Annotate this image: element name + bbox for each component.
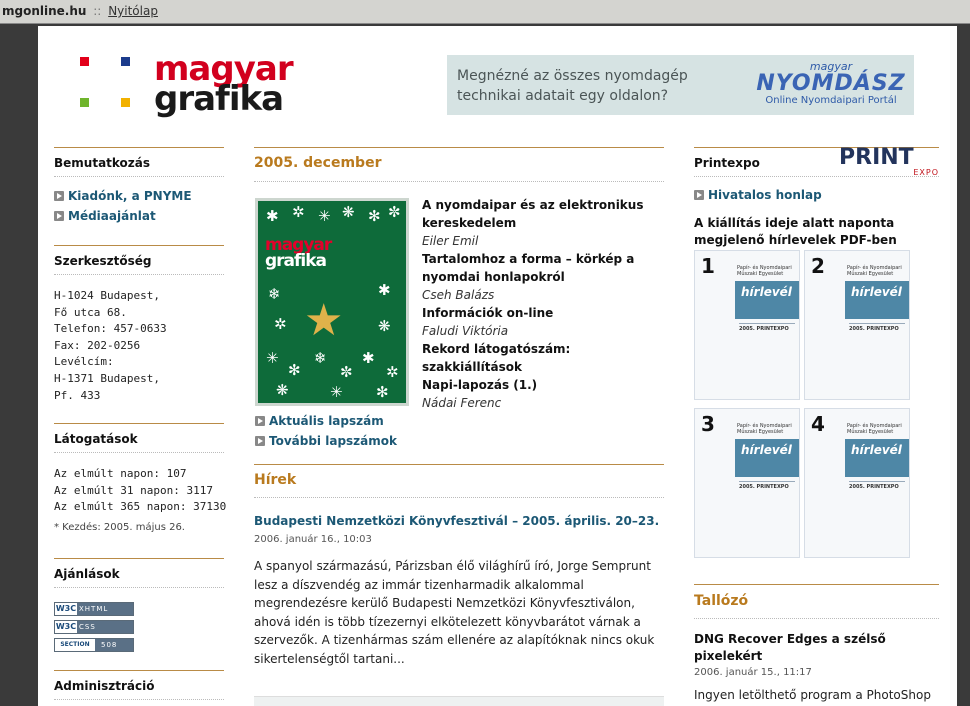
media-offer-link[interactable] <box>54 209 156 223</box>
printexpo-logo[interactable] <box>839 147 939 179</box>
current-issue-label: Aktuális lapszám <box>269 414 384 428</box>
newsletter-label: 2005. PRINTEXPO <box>739 484 789 490</box>
newsletter-header-line: Műszaki Egyesület <box>847 429 894 435</box>
address-line: Levélcím: <box>54 355 114 369</box>
w3c-css-badge[interactable] <box>54 620 134 634</box>
logo-word-grafika: grafika <box>154 79 284 119</box>
w3c-xhtml-badge[interactable] <box>54 602 134 616</box>
newsletter-header-line: Műszaki Egyesület <box>737 271 784 277</box>
newsletter-header-line: Papír- és Nyomdaipari <box>847 265 902 271</box>
snowflake-icon: ❋ <box>342 203 355 221</box>
newsletter-header-line: Papír- és Nyomdaipari <box>737 423 792 429</box>
newsletter-2-thumbnail[interactable] <box>804 250 910 400</box>
printexpo-logo-sub: EXPO <box>913 168 939 177</box>
visit-stat: Az elmúlt 31 napon: 3117 <box>54 483 213 497</box>
magyar-grafika-logo[interactable] <box>78 49 308 124</box>
toc-title[interactable]: Tartalomhoz a forma – körkép a nyomdai honlapokról <box>422 252 635 284</box>
toc-title[interactable]: Rekord látogatószám: szakkiállítások <box>422 342 571 374</box>
badge-left-text: W3C <box>55 604 77 613</box>
newsletter-1-thumbnail[interactable] <box>694 250 800 400</box>
snowflake-icon: ✲ <box>274 315 287 333</box>
breadcrumb-separator: :: <box>93 4 102 18</box>
newsletter-lines <box>849 323 905 363</box>
toc-title[interactable]: A nyomdaipar és az elektronikus kereskedelem <box>422 198 644 230</box>
tallozo-date: 2006. január 15., 11:17 <box>694 667 812 678</box>
toc-author: Faludi Viktória <box>422 324 509 338</box>
newsletter-header-line: Műszaki Egyesület <box>847 271 894 277</box>
nyomdasz-banner[interactable] <box>447 55 914 115</box>
banner-line-2: technikai adatait egy oldalon? <box>457 88 669 104</box>
visit-stat: Az elmúlt napon: 107 <box>54 467 187 480</box>
cover-word-grafika: grafika <box>265 251 327 271</box>
cover-word-magyar: magyar <box>265 235 332 255</box>
snowflake-icon: ✻ <box>376 383 389 401</box>
news-title-link[interactable]: Budapesti Nemzetközi Könyvfesztivál – 2005. április. 20–23. <box>254 514 660 528</box>
newsletter-word: hírlevél <box>851 285 902 299</box>
current-issue-link[interactable] <box>255 414 384 428</box>
snowflake-icon: ✲ <box>292 203 305 221</box>
visit-note: * Kezdés: 2005. május 26. <box>54 522 185 533</box>
tallozo-body: Ingyen letölthető program a PhotoShop <box>694 688 931 702</box>
divider <box>54 699 224 700</box>
snowflake-icon: ❋ <box>276 381 289 399</box>
newsletter-header <box>847 265 902 277</box>
arrow-right-icon <box>54 211 64 221</box>
logo-square-yellow <box>121 98 130 107</box>
news-body: A spanyol származású, Párizsban élő világhírű író, Jorge Semprunt lesz a díszvendég az immár tizenharmadik alkalommal megrendezésre kerülő Budapesti Nemzetközi Könyvfesztiválon, ahová idén is több tízezernyi elkötelezett könyvbarátot várnak a szervezők. A tizenhármas szám ellenére az alapítóknak nincs okuk sikertelenségtől tartani... <box>254 559 655 666</box>
news-footer-bar <box>254 696 664 706</box>
newsletter-header-line: Papír- és Nyomdaipari <box>847 423 902 429</box>
toc-title[interactable]: Napi-lapozás (1.) <box>422 378 538 392</box>
newsletter-lines <box>849 481 905 521</box>
divider <box>54 274 224 275</box>
editorial-address <box>54 288 167 404</box>
banner-line-1: Megnézné az összes nyomdagép <box>457 68 688 84</box>
address-line: Pf. 433 <box>54 388 101 402</box>
address-line: Fax: 202-0256 <box>54 338 141 352</box>
snowflake-icon: ✱ <box>362 349 375 367</box>
newsletter-header-line: Papír- és Nyomdaipari <box>737 265 792 271</box>
media-offer-link-label: Médiaajánlat <box>68 209 156 223</box>
site-name: mgonline.hu <box>2 4 87 18</box>
publisher-link-label: Kiadónk, a PNYME <box>68 189 192 203</box>
newsletter-lines <box>739 323 795 363</box>
snowflake-icon: ✳ <box>318 207 331 225</box>
snowflake-icon: ✼ <box>388 203 401 221</box>
divider <box>254 497 664 498</box>
snowflake-icon: ✱ <box>266 207 279 225</box>
logo-square-red <box>80 57 89 66</box>
official-site-label: Hivatalos honlap <box>708 188 822 202</box>
newsletter-header <box>737 265 792 277</box>
top-bar <box>0 0 970 24</box>
intro-heading: Bemutatkozás <box>54 147 224 170</box>
snowflake-icon: ❄ <box>268 285 281 303</box>
section-508-badge[interactable] <box>54 638 134 652</box>
divider <box>254 181 664 182</box>
newsletter-label: 2005. PRINTEXPO <box>849 484 899 490</box>
logo-word-magyar: magyar <box>154 49 293 89</box>
banner-text <box>457 66 688 106</box>
news-heading: Hírek <box>254 464 664 488</box>
snowflake-icon: ✳ <box>330 383 343 401</box>
issue-table-of-contents <box>422 196 662 412</box>
address-line: Telefon: 457-0633 <box>54 322 167 336</box>
badge-right-text: XHTML <box>79 605 109 613</box>
badge-right-text: 508 <box>101 641 118 649</box>
nyomdasz-logo <box>751 61 911 111</box>
address-line: Fő utca 68. <box>54 305 127 319</box>
nyomdasz-logo-main: NYOMDÁSZ <box>756 71 906 96</box>
snowflake-icon: ✻ <box>368 207 381 225</box>
newsletter-number: 3 <box>701 412 715 436</box>
divider <box>694 618 939 619</box>
nyomdasz-logo-sub: Online Nyomdaipari Portál <box>765 95 897 106</box>
logo-square-blue <box>121 57 130 66</box>
nyomdasz-logo-top: magyar <box>809 60 853 73</box>
newsletter-word: hírlevél <box>741 443 792 457</box>
page <box>38 26 957 706</box>
logo-square-green <box>80 98 89 107</box>
news-date: 2006. január 16., 10:03 <box>254 534 372 545</box>
visit-stat: Az elmúlt 365 napon: 37130 <box>54 500 227 514</box>
toc-author: Eiler Emil <box>422 234 479 248</box>
newsletter-label: 2005. PRINTEXPO <box>849 326 899 332</box>
newsletter-number: 4 <box>811 412 825 436</box>
newsletter-header <box>737 423 792 435</box>
newsletter-lines <box>739 481 795 521</box>
divider <box>54 587 224 588</box>
tallozo-title-link[interactable]: DNG Recover Edges a szélső pixelekért <box>694 632 886 663</box>
home-link[interactable]: Nyitólap <box>108 4 158 18</box>
divider <box>54 176 224 177</box>
visit-stats <box>54 466 226 516</box>
snowflake-icon: ✳ <box>266 349 279 367</box>
newsletter-header-line: Műszaki Egyesület <box>737 429 784 435</box>
newsletter-4-thumbnail[interactable] <box>804 408 910 558</box>
arrow-right-icon <box>54 191 64 201</box>
more-issues-label: További lapszámok <box>269 434 397 448</box>
newsletter-header <box>847 423 902 435</box>
official-site-link[interactable] <box>694 188 822 202</box>
toc-author: Cseh Balázs <box>422 288 495 302</box>
arrow-right-icon <box>694 190 704 200</box>
arrow-right-icon <box>255 416 265 426</box>
recommend-heading: Ajánlások <box>54 558 224 581</box>
toc-title[interactable]: Információk on-line <box>422 306 554 320</box>
divider <box>54 452 224 453</box>
visits-heading: Látogatások <box>54 423 224 446</box>
snowflake-icon: ✼ <box>340 363 353 381</box>
snowflake-icon: ✲ <box>386 363 399 381</box>
newsletter-number: 2 <box>811 254 825 278</box>
printexpo-heading: Printexpo <box>694 147 939 170</box>
badge-right-text: CSS <box>79 623 96 631</box>
newsletter-word: hírlevél <box>851 443 902 457</box>
admin-heading: Adminisztráció <box>54 670 224 693</box>
publisher-link[interactable] <box>54 189 192 203</box>
address-line: H-1024 Budapest, <box>54 289 160 302</box>
snowflake-icon: ❄ <box>314 349 327 367</box>
tallozo-heading: Tallózó <box>694 584 939 609</box>
toc-author: Nádai Ferenc <box>422 396 502 410</box>
divider <box>694 176 939 177</box>
arrow-right-icon <box>255 436 265 446</box>
issue-cover-image[interactable] <box>255 198 409 406</box>
editorial-heading: Szerkesztőség <box>54 245 224 268</box>
newsletter-number: 1 <box>701 254 715 278</box>
newsletter-3-thumbnail[interactable] <box>694 408 800 558</box>
snowflake-icon: ❋ <box>378 317 391 335</box>
badge-left-text: SECTION <box>55 639 95 651</box>
address-line: H-1371 Budapest, <box>54 371 160 385</box>
newsletter-label: 2005. PRINTEXPO <box>739 326 789 332</box>
printexpo-logo-main: PRINT <box>839 145 914 170</box>
more-issues-link[interactable] <box>255 434 397 448</box>
golden-star-icon: ★ <box>304 295 344 346</box>
issue-heading: 2005. december <box>254 147 664 171</box>
snowflake-icon: ✱ <box>378 281 391 299</box>
cover-title <box>263 237 405 273</box>
newsletter-word: hírlevél <box>741 285 792 299</box>
newsletter-description: A kiállítás ideje alatt naponta megjelenő hírlevelek PDF-ben <box>694 216 897 247</box>
badge-left-text: W3C <box>55 622 77 631</box>
snowflake-icon: ✻ <box>288 361 301 379</box>
